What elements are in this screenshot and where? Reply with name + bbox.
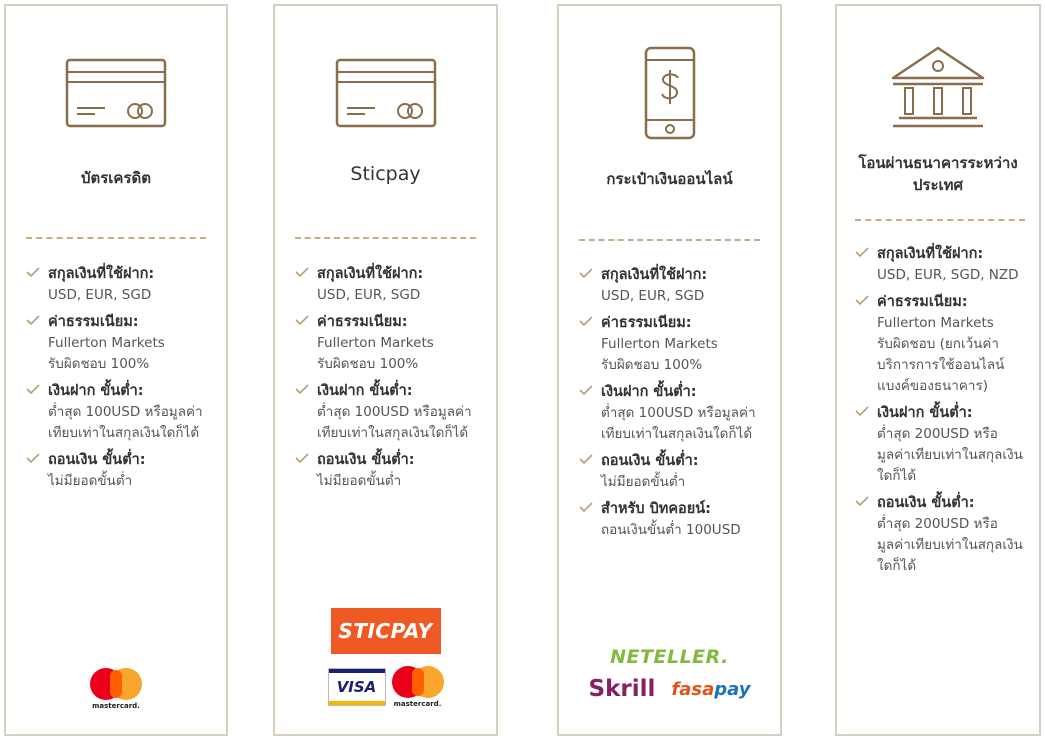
bank-icon [837,44,1039,132]
check-icon [295,313,309,327]
feature-value: ใดก็ได้ [877,468,917,484]
card-title: บัตรเครดิต [80,169,152,187]
check-icon [855,245,869,259]
mobile-wallet-icon [559,46,780,142]
feature-item [26,449,218,492]
credit-card-icon [275,58,496,130]
feature-item [855,243,1033,286]
feature-value: รับผิดชอบ 100% [317,356,419,372]
dashed-divider [26,237,206,239]
payment-logos [275,666,496,708]
card-title: กระเป๋าเงินออนไลน์ [606,170,733,188]
check-icon [26,382,40,396]
feature-value: รับผิดชอบ 100% [601,357,703,373]
feature-value: เทียบเท่าในสกุลเงินใดก็ได้ [317,425,469,441]
feature-label: เงินฝาก ขั้นต่ำ: [877,405,973,421]
payment-logos [559,676,780,702]
card-title: โอนผ่านธนาคารระหว่าง ประเทศ [858,154,1018,194]
feature-item [579,264,772,307]
check-icon [26,265,40,279]
feature-value: ต่ำสุด 100USD หรือมูลค่า [317,404,472,420]
feature-value: Fullerton Markets [48,335,165,351]
feature-label: ค่าธรรมเนียม: [877,294,968,310]
feature-item [26,263,218,306]
feature-label: ค่าธรรมเนียม: [601,315,692,331]
check-icon [855,404,869,418]
feature-value: ไม่มียอดขั้นต่ำ [317,473,402,489]
credit-card-icon [6,58,226,130]
feature-label: ถอนเงิน ขั้นต่ำ: [48,452,146,468]
feature-value: Fullerton Markets [601,336,718,352]
feature-item [855,291,1033,397]
feature-item [855,402,1033,487]
payment-card-ewallet [557,4,782,736]
check-icon [26,313,40,327]
check-icon [579,314,593,328]
feature-value: USD, EUR, SGD [601,288,705,304]
feature-value: บริการการใช้ออนไลน์ [877,357,1005,373]
feature-value: ต่ำสุด 200USD หรือ [877,516,998,532]
check-icon [579,452,593,466]
feature-list [295,263,488,492]
payment-logos [559,646,780,668]
feature-value: ต่ำสุด 100USD หรือมูลค่า [601,405,756,421]
check-icon [26,451,40,465]
feature-label: สกุลเงินที่ใช้ฝาก: [877,246,984,262]
feature-label: ค่าธรรมเนียม: [48,314,139,330]
dashed-divider [579,239,760,241]
payment-card-bank-transfer [835,4,1041,736]
dashed-divider [855,219,1025,221]
check-icon [295,382,309,396]
feature-list [855,243,1033,577]
feature-list [579,264,772,541]
feature-value: เทียบเท่าในสกุลเงินใดก็ได้ [601,426,753,442]
check-icon [295,265,309,279]
feature-value: แบงค์ของธนาคาร) [877,378,988,394]
payment-card-credit [4,4,228,736]
feature-item [295,311,488,375]
feature-item [26,380,218,444]
feature-value: ต่ำสุด 200USD หรือ [877,426,998,442]
feature-value: USD, EUR, SGD, NZD [877,267,1019,283]
feature-value: USD, EUR, SGD [48,287,152,303]
feature-value: รับผิดชอบ 100% [48,356,150,372]
mastercard-logo: mastercard. [90,668,142,710]
check-icon [579,500,593,514]
feature-label: เงินฝาก ขั้นต่ำ: [601,384,697,400]
feature-value: เทียบเท่าในสกุลเงินใดก็ได้ [48,425,200,441]
check-icon [579,266,593,280]
feature-value: ไม่มียอดขั้นต่ำ [48,473,133,489]
feature-list [26,263,218,492]
feature-item [855,492,1033,577]
feature-value: ต่ำสุด 100USD หรือมูลค่า [48,404,203,420]
feature-item [579,381,772,445]
check-icon [855,293,869,307]
feature-value: ไม่มียอดขั้นต่ำ [601,474,686,490]
feature-label: ถอนเงิน ขั้นต่ำ: [601,453,699,469]
card-title: Sticpay [350,163,421,185]
payment-card-sticpay [273,4,498,736]
feature-label: เงินฝาก ขั้นต่ำ: [317,383,413,399]
check-icon [579,383,593,397]
check-icon [855,494,869,508]
feature-value: Fullerton Markets [317,335,434,351]
skrill-logo: Skrill [588,676,656,702]
feature-value: Fullerton Markets [877,315,994,331]
feature-label: สกุลเงินที่ใช้ฝาก: [317,266,424,282]
feature-item [579,450,772,493]
feature-value: มูลค่าเทียบเท่าในสกุลเงิน [877,537,1023,553]
feature-label: สำหรับ บิทคอยน์: [601,501,711,517]
feature-value: USD, EUR, SGD [317,287,421,303]
feature-item [295,263,488,306]
feature-item [579,498,772,541]
check-icon [295,451,309,465]
feature-label: ถอนเงิน ขั้นต่ำ: [317,452,415,468]
feature-item [26,311,218,375]
mastercard-logo: mastercard. [392,666,444,708]
feature-label: ค่าธรรมเนียม: [317,314,408,330]
dashed-divider [295,237,476,239]
feature-item [295,380,488,444]
visa-logo: VISA [328,668,386,706]
feature-label: สกุลเงินที่ใช้ฝาก: [48,266,155,282]
payment-logos [275,608,496,654]
feature-label: ถอนเงิน ขั้นต่ำ: [877,495,975,511]
feature-item [295,449,488,492]
feature-value: รับผิดชอบ (ยกเว้นค่า [877,336,1000,352]
payment-logos [6,668,226,710]
feature-item [579,312,772,376]
feature-label: เงินฝาก ขั้นต่ำ: [48,383,144,399]
feature-value: ถอนเงินขั้นต่ำ 100USD [601,522,741,538]
feature-label: สกุลเงินที่ใช้ฝาก: [601,267,708,283]
fasapay-logo: fasapay [671,678,751,700]
feature-value: ใดก็ได้ [877,558,917,574]
neteller-logo: NETELLER. [610,646,729,668]
sticpay-logo: STICPAY [331,608,441,654]
feature-value: มูลค่าเทียบเท่าในสกุลเงิน [877,447,1023,463]
